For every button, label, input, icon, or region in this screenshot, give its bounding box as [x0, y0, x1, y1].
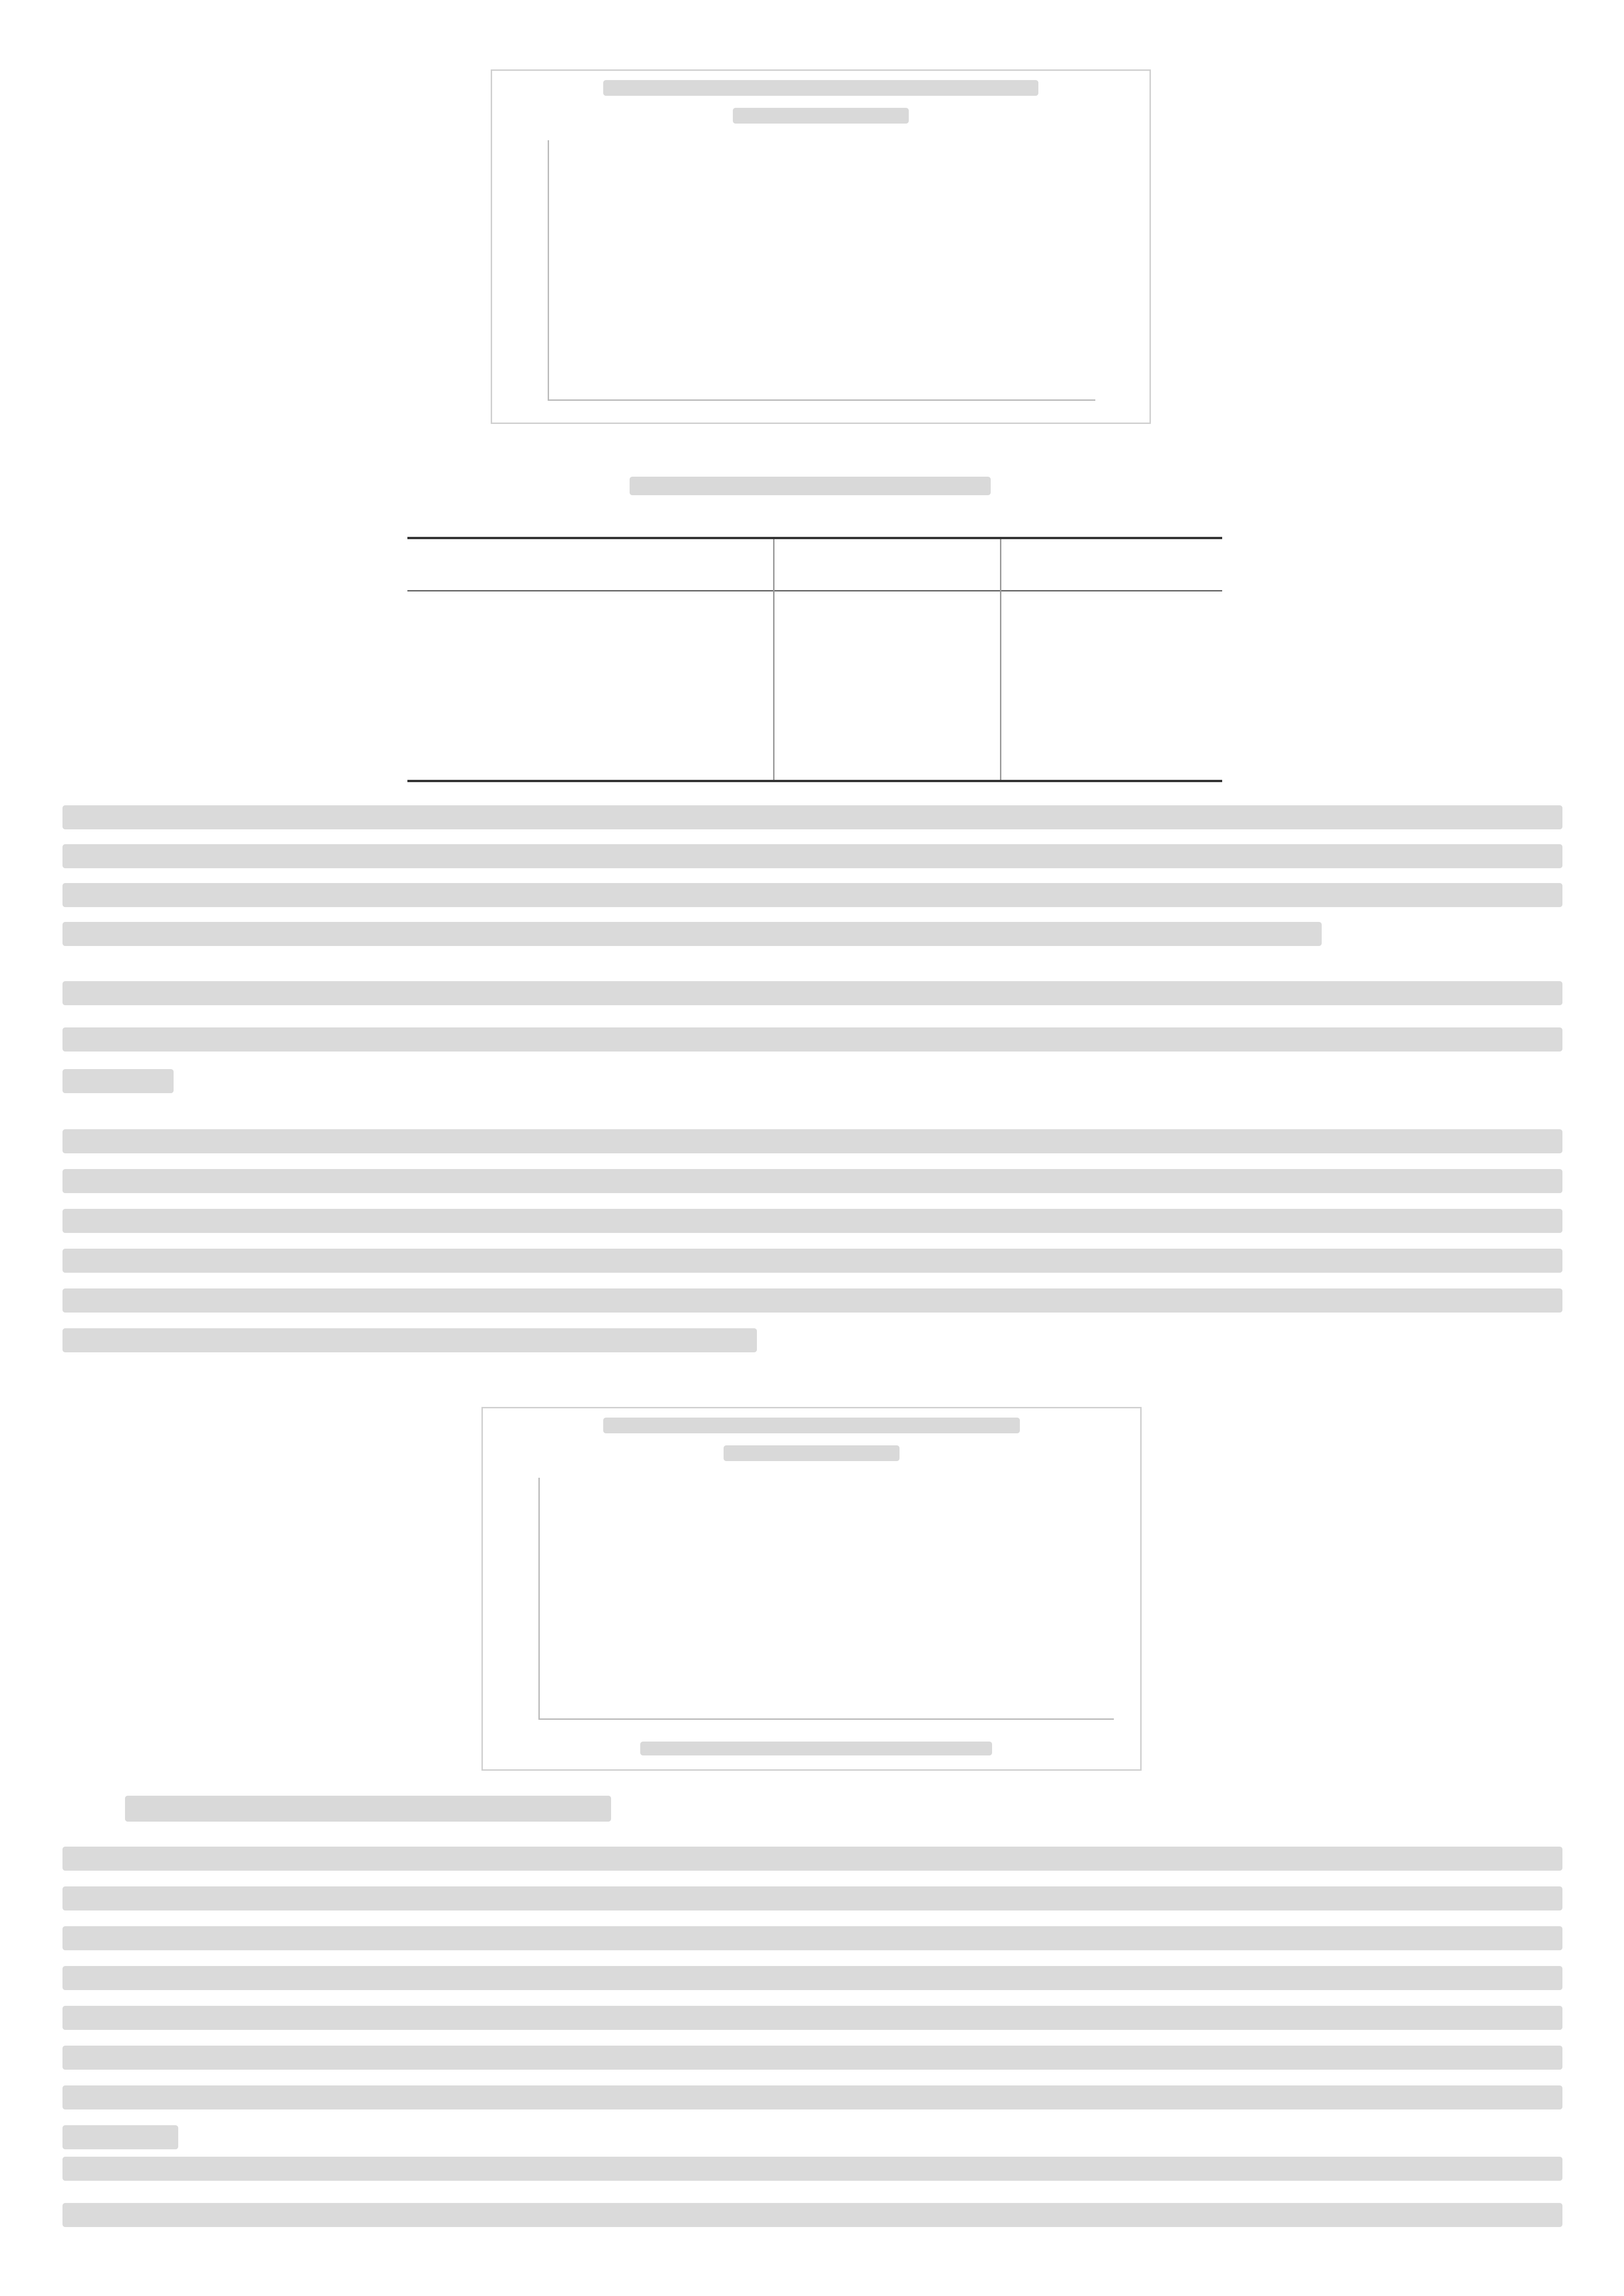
paragraph	[62, 981, 1562, 1106]
table-header	[407, 539, 1222, 591]
figure-chart-2	[481, 1407, 1142, 1771]
plot-area	[538, 1478, 1114, 1720]
data-table	[407, 537, 1222, 782]
paragraph	[62, 1847, 1562, 2143]
column-divider	[1000, 539, 1001, 780]
figure-caption	[733, 108, 909, 124]
figure-caption	[603, 80, 1038, 96]
figure-chart-1	[491, 69, 1151, 424]
figure-caption	[724, 1445, 899, 1461]
column-divider	[773, 539, 775, 780]
paragraph	[62, 805, 1562, 958]
plot-area	[548, 140, 1095, 401]
figure-caption	[603, 1418, 1020, 1433]
paragraph	[62, 1129, 1562, 1370]
paragraph	[62, 2157, 1562, 2249]
legend	[640, 1742, 992, 1755]
